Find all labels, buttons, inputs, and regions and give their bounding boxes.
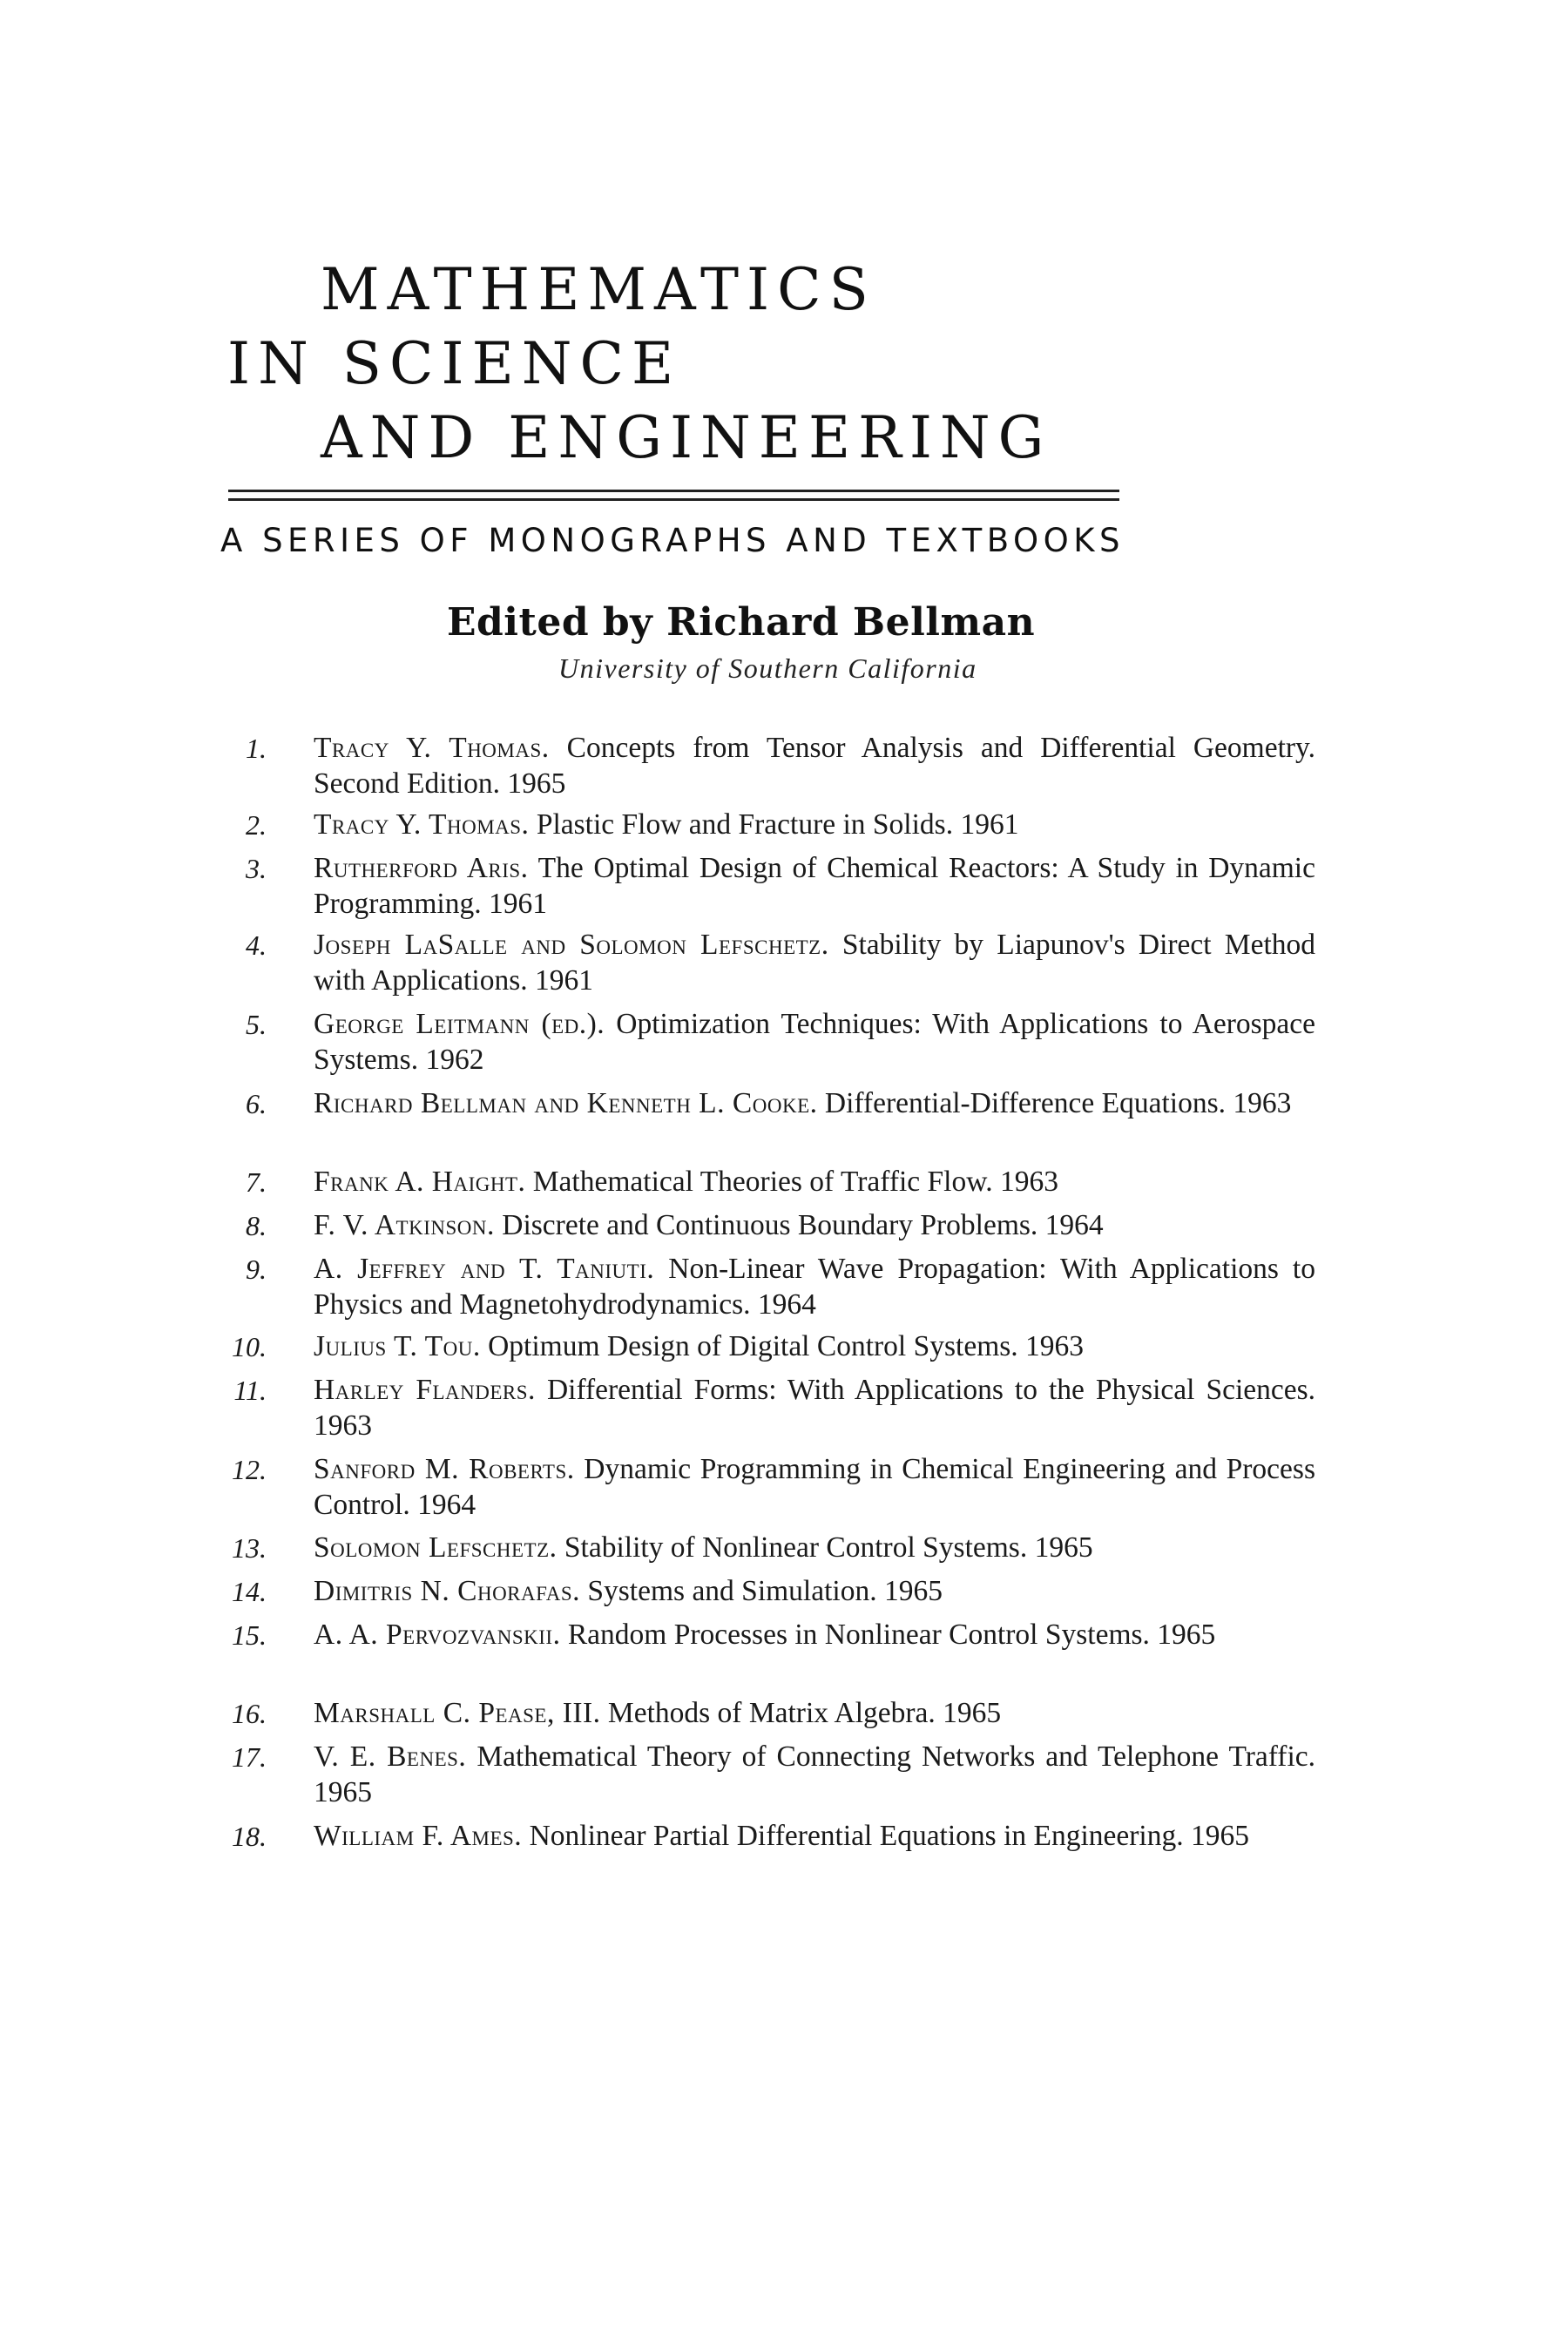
entry-author: V. E. Benes. [314, 1740, 467, 1773]
title-line-3: AND ENGINEERING [321, 404, 1052, 471]
entry-number: 4. [246, 929, 267, 961]
entry-author: Frank A. Haight. [314, 1166, 526, 1198]
entry-number: 2. [246, 809, 267, 841]
entry-author: Julius T. Tou. [314, 1330, 481, 1362]
entry-title: Nonlinear Partial Differential Equations in Engineering. 1965 [529, 1820, 1249, 1852]
entry-title: Stability of Nonlinear Control Systems. 1965 [564, 1531, 1093, 1564]
editor-affiliation: University of Southern California [558, 652, 977, 684]
entry-text [314, 1573, 1315, 1609]
entry-title: Random Processes in Nonlinear Control Systems. 1965 [567, 1619, 1216, 1651]
entry-author: Tracy Y. Thomas. [314, 732, 550, 764]
entry-author: Richard Bellman and Kenneth L. Cooke. [314, 1087, 818, 1119]
entry-title: Methods of Matrix Algebra. 1965 [607, 1697, 1002, 1729]
entry-author: F. V. Atkinson. [314, 1209, 495, 1241]
entry-text [314, 1207, 1315, 1243]
entry-number: 11. [233, 1375, 267, 1406]
entry-text [314, 1328, 1315, 1364]
entry-title: Concepts from Tensor Analysis and Differential Geometry. Second Edition. 1965 [314, 732, 1316, 800]
entry-number: 16. [232, 1698, 267, 1729]
entry-author: A. Jeffrey and T. Taniuti. [314, 1253, 655, 1285]
entry-text [314, 1617, 1315, 1652]
entry-text [314, 1739, 1315, 1810]
entry-text [314, 1085, 1315, 1121]
entry-title: Optimization Techniques: With Applications to Aerospace Systems. 1962 [314, 1008, 1316, 1076]
entry-title: Differential Forms: With Applications to the Physical Sciences. 1963 [314, 1374, 1316, 1442]
entry-number: 1. [246, 733, 267, 764]
entry-title: Optimum Design of Digital Control Systems. 1963 [488, 1330, 1085, 1362]
title-rule-top [228, 490, 1119, 492]
entry-text [314, 730, 1315, 801]
entry-author: George Leitmann (ed.). [314, 1008, 605, 1040]
entry-text [314, 927, 1315, 998]
entry-text [314, 1451, 1315, 1523]
entry-text [314, 1006, 1315, 1078]
entry-text [314, 1695, 1315, 1731]
entry-title: Dynamic Programming in Chemical Engineering and Process Control. 1964 [314, 1453, 1315, 1521]
entry-text [314, 850, 1315, 922]
entry-author: Rutherford Aris. [314, 852, 529, 884]
entry-author: Dimitris N. Chorafas. [314, 1575, 580, 1607]
entry-number: 14. [232, 1576, 267, 1607]
entry-author: Marshall C. Pease, III. [314, 1697, 601, 1729]
entry-number: 9. [246, 1254, 267, 1285]
entry-title: Discrete and Continuous Boundary Problems. 1964 [502, 1209, 1104, 1241]
entry-title: Systems and Simulation. 1965 [587, 1575, 943, 1607]
entry-number: 8. [246, 1210, 267, 1241]
entry-number: 10. [232, 1331, 267, 1362]
entry-title: The Optimal Design of Chemical Reactors: A Study in Dynamic Programming. 1961 [314, 852, 1315, 920]
entry-title: Differential-Difference Equations. 1963 [824, 1087, 1292, 1119]
entry-number: 18. [232, 1821, 267, 1852]
entry-text [314, 1372, 1315, 1443]
title-rule-bottom [228, 498, 1119, 501]
entry-number: 5. [246, 1009, 267, 1040]
entry-number: 3. [246, 853, 267, 884]
entry-author: Solomon Lefschetz. [314, 1531, 558, 1564]
entry-text [314, 807, 1315, 842]
entry-number: 13. [232, 1532, 267, 1564]
entry-number: 7. [246, 1166, 267, 1198]
entry-title: Plastic Flow and Fracture in Solids. 1961 [536, 808, 1019, 841]
editor-line: Edited by Richard Bellman [447, 600, 1036, 645]
entry-author: Joseph LaSalle and Solomon Lefschetz. [314, 929, 829, 961]
entry-text [314, 1251, 1315, 1322]
entry-text [314, 1818, 1315, 1854]
entry-number: 17. [232, 1741, 267, 1773]
title-line-2: IN SCIENCE [227, 330, 682, 397]
entry-author: William F. Ames. [314, 1820, 523, 1852]
entry-title: Mathematical Theory of Connecting Networks and Telephone Traffic. 1965 [314, 1740, 1316, 1808]
entry-number: 15. [232, 1619, 267, 1651]
entry-text [314, 1530, 1315, 1565]
entry-number: 12. [232, 1454, 267, 1485]
entry-author: Sanford M. Roberts. [314, 1453, 575, 1485]
entry-title: Non-Linear Wave Propagation: With Applications to Physics and Magnetohydrodynamics. 1964 [314, 1253, 1315, 1321]
series-subtitle: A SERIES OF MONOGRAPHS AND TEXTBOOKS [220, 522, 1125, 559]
entry-title: Stability by Liapunov's Direct Method with Applications. 1961 [314, 929, 1316, 997]
entry-author: A. A. Pervozvanskii. [314, 1619, 561, 1651]
entry-text [314, 1164, 1315, 1200]
entry-number: 6. [246, 1088, 267, 1119]
title-line-1: MATHEMATICS [321, 256, 876, 323]
entry-author: Harley Flanders. [314, 1374, 536, 1406]
entry-author: Tracy Y. Thomas. [314, 808, 530, 841]
entry-title: Mathematical Theories of Traffic Flow. 1963 [532, 1166, 1058, 1198]
